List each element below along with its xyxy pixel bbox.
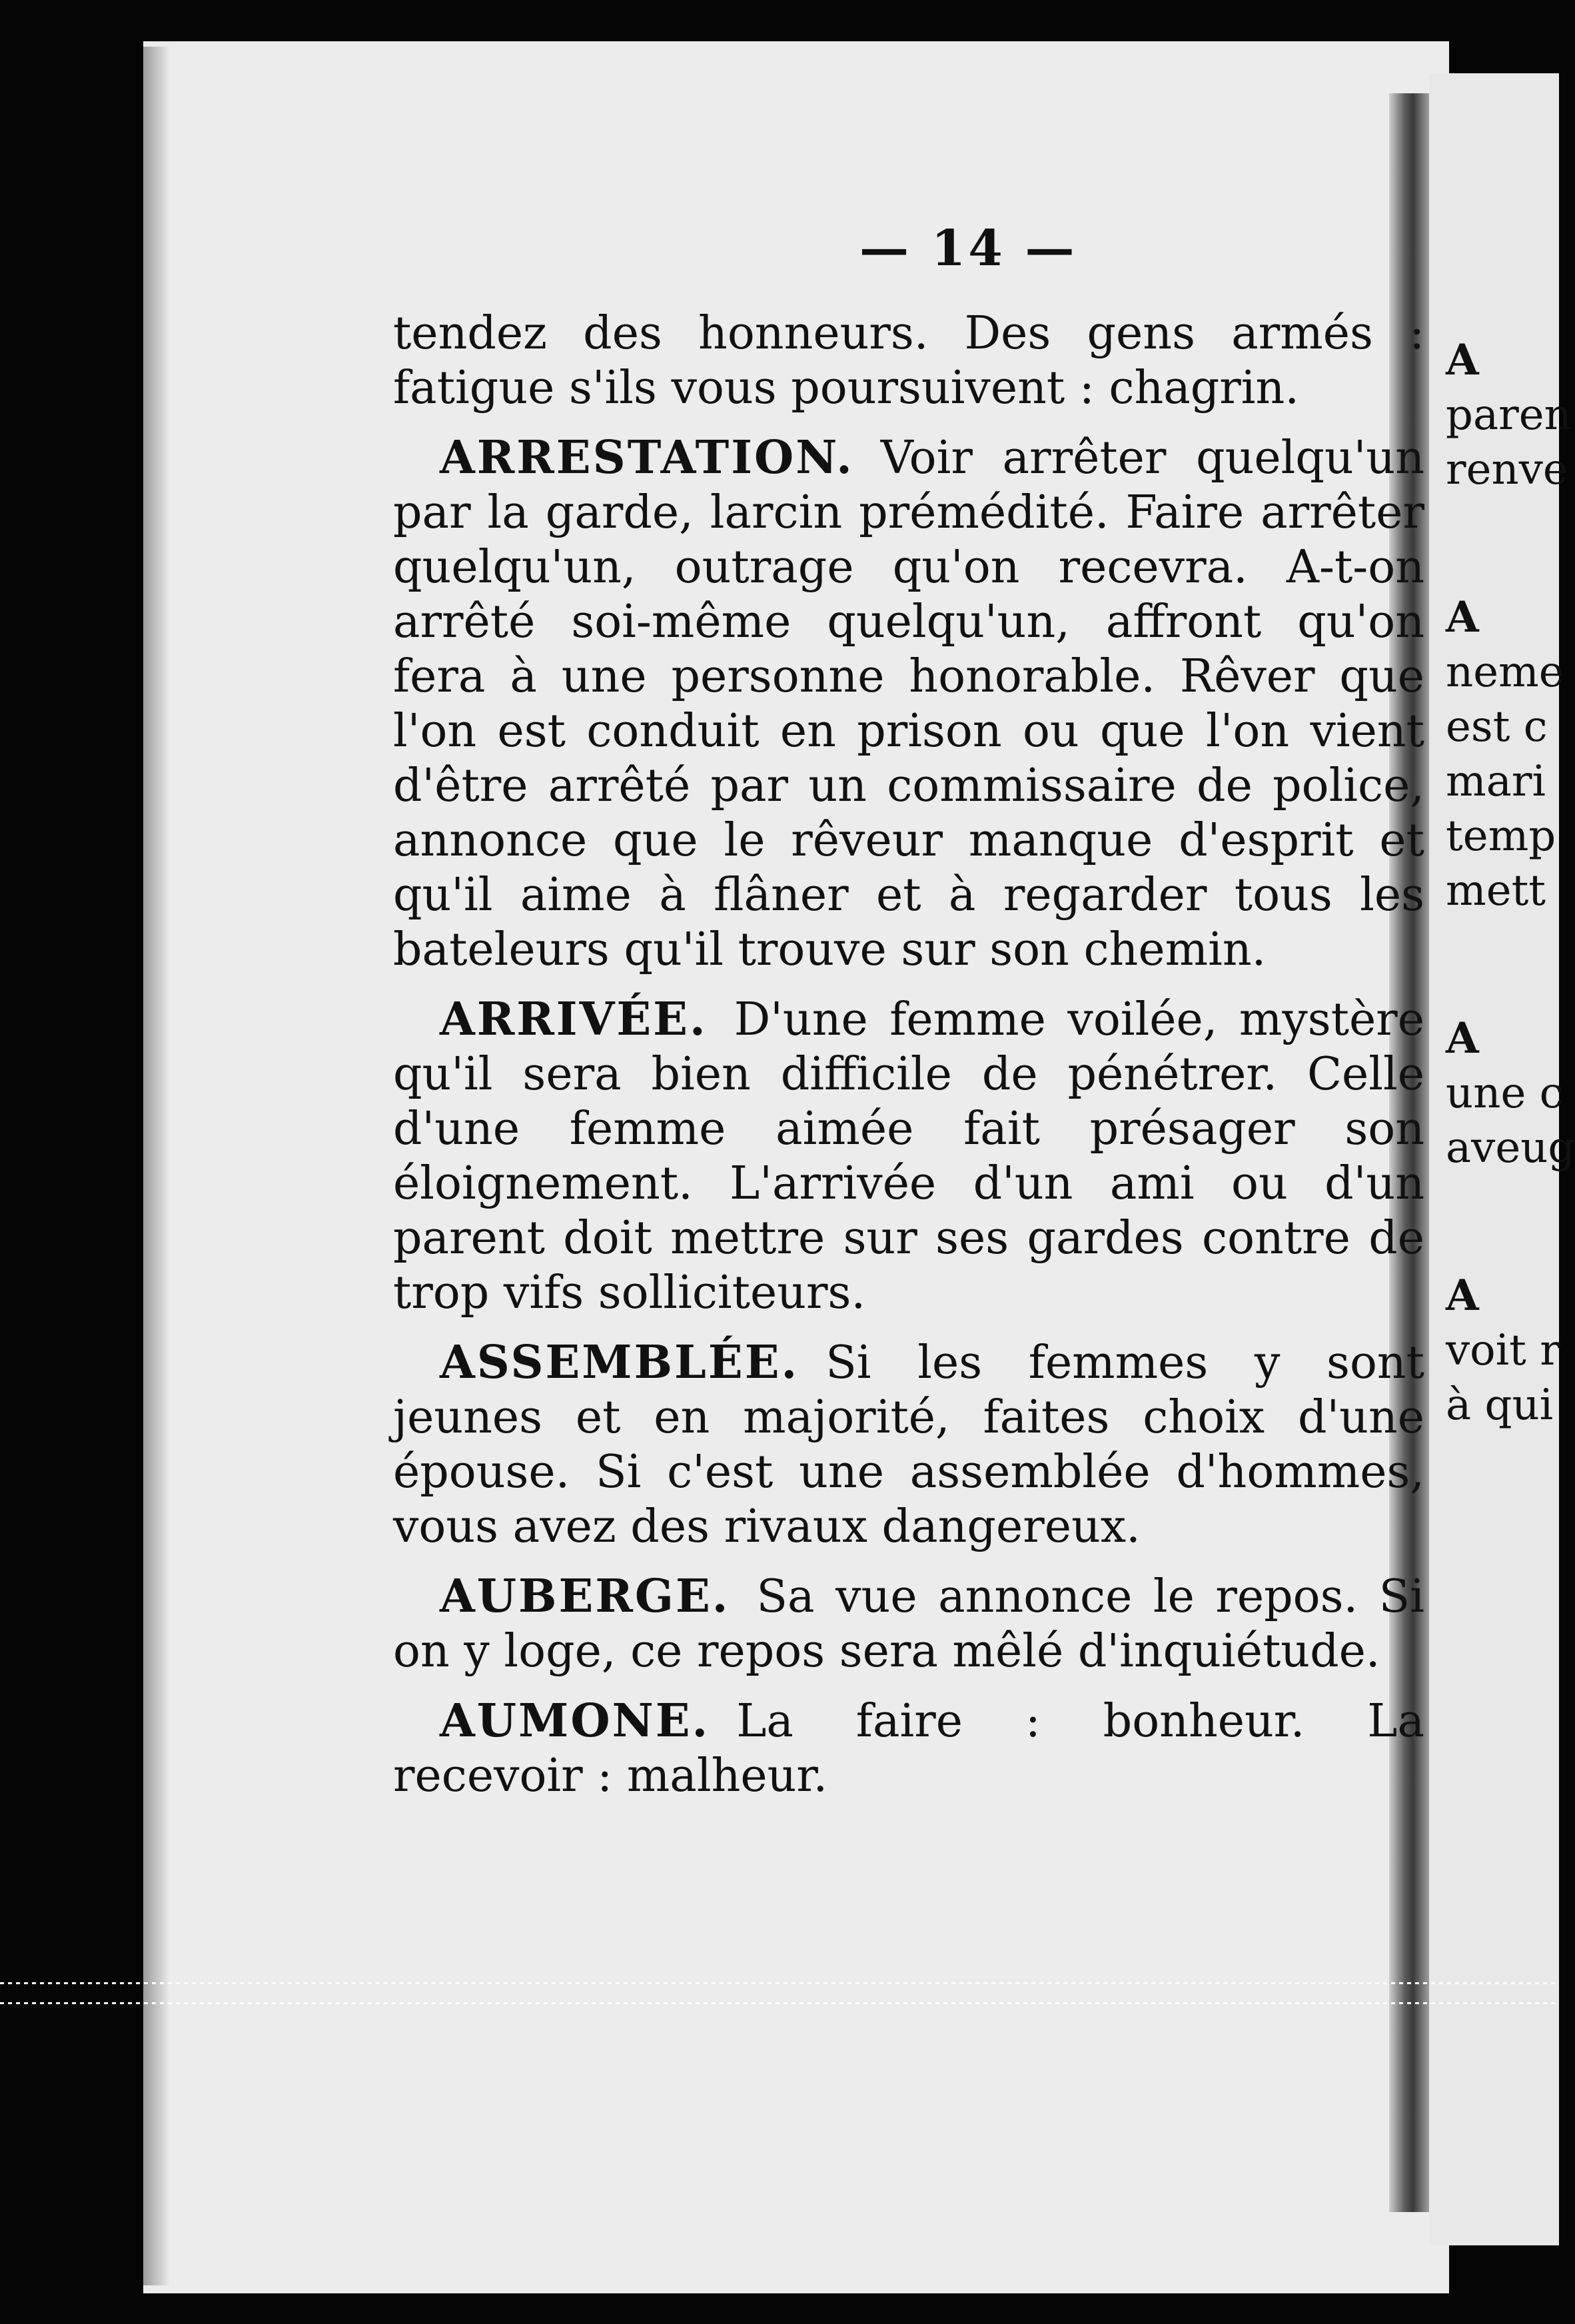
fragment: A [1446, 1013, 1479, 1063]
spacer [1446, 1175, 1559, 1269]
dictionary-entry [393, 1694, 1424, 1804]
fragment: A [1446, 335, 1479, 385]
spacer [1446, 918, 1559, 1011]
scan-artifact-line [0, 2002, 1559, 2004]
page-edge-shadow [143, 47, 170, 2285]
fragment: une c [1446, 1069, 1564, 1118]
entry-text: Si les femmes y sont jeunes et en majorité, faites choix d'une épouse. Si c'est une assemblée d'hommes, vous avez des rivaux dangereux. [393, 1337, 1424, 1553]
dictionary-entry [393, 992, 1424, 1321]
page-body [393, 306, 1424, 1818]
fragment: à qui [1446, 1381, 1554, 1430]
fragment: temp [1446, 812, 1556, 861]
fragment: neme [1446, 648, 1564, 697]
entry-headword: ARRESTATION. [440, 431, 854, 484]
fragment: renve [1446, 445, 1568, 494]
fragment: aveug [1446, 1123, 1575, 1173]
fragment: A [1446, 592, 1479, 642]
entry-headword: ARRIVÉE. [440, 993, 708, 1046]
dictionary-entry [393, 1335, 1424, 1554]
entry-headword: AUMONE. [440, 1694, 710, 1748]
fragment: mari [1446, 757, 1546, 806]
entry-text: D'une femme voilée, mystère qu'il sera bien difficile de pénétrer. Celle d'une femme aimée fait présager son éloignement. L'arrivée d'un ami ou d'un parent doit mettre sur ses gardes contre de trop vifs solliciteurs. [393, 993, 1424, 1319]
dictionary-entry [393, 430, 1424, 977]
fragment: est c [1446, 702, 1548, 752]
entry-text: La faire : bonheur. La recevoir : malheur. [393, 1695, 1424, 1802]
fragment: voit r [1446, 1326, 1560, 1375]
scan-artifact-line [0, 1982, 1559, 1984]
entry-headword: AUBERGE. [440, 1570, 730, 1623]
entry-text: Voir arrêter quelqu'un par la garde, larcin prémédité. Faire arrêter quelqu'un, outrage qu'on recevra. A-t-on arrêté soi-même quelqu'un, affront qu'on fera à une personne honorable. Rêver que l'on est conduit en prison ou que l'on vient d'être arrêté par un commissaire de police, annonce que le rêveur manque d'esprit et qu'il aime à flâner et à regarder tous les bateleurs qu'il trouve sur son chemin. [393, 432, 1424, 976]
dictionary-entry [393, 1569, 1424, 1679]
fragment: mett [1446, 866, 1546, 915]
entry-headword: ASSEMBLÉE. [440, 1336, 799, 1389]
opening-text: tendez des honneurs. Des gens armés : fatigue s'ils vous poursuivent : chagrin. [393, 307, 1424, 414]
fragment: A [1446, 1271, 1479, 1321]
page-number: — 14 — [859, 220, 1077, 277]
entry-text: Sa vue annonce le repos. Si on y loge, ce repos sera mêlé d'inquiétude. [393, 1570, 1424, 1678]
right-page-fragments [1446, 333, 1575, 1433]
fragment: paren [1446, 390, 1572, 440]
spacer [1446, 497, 1559, 590]
